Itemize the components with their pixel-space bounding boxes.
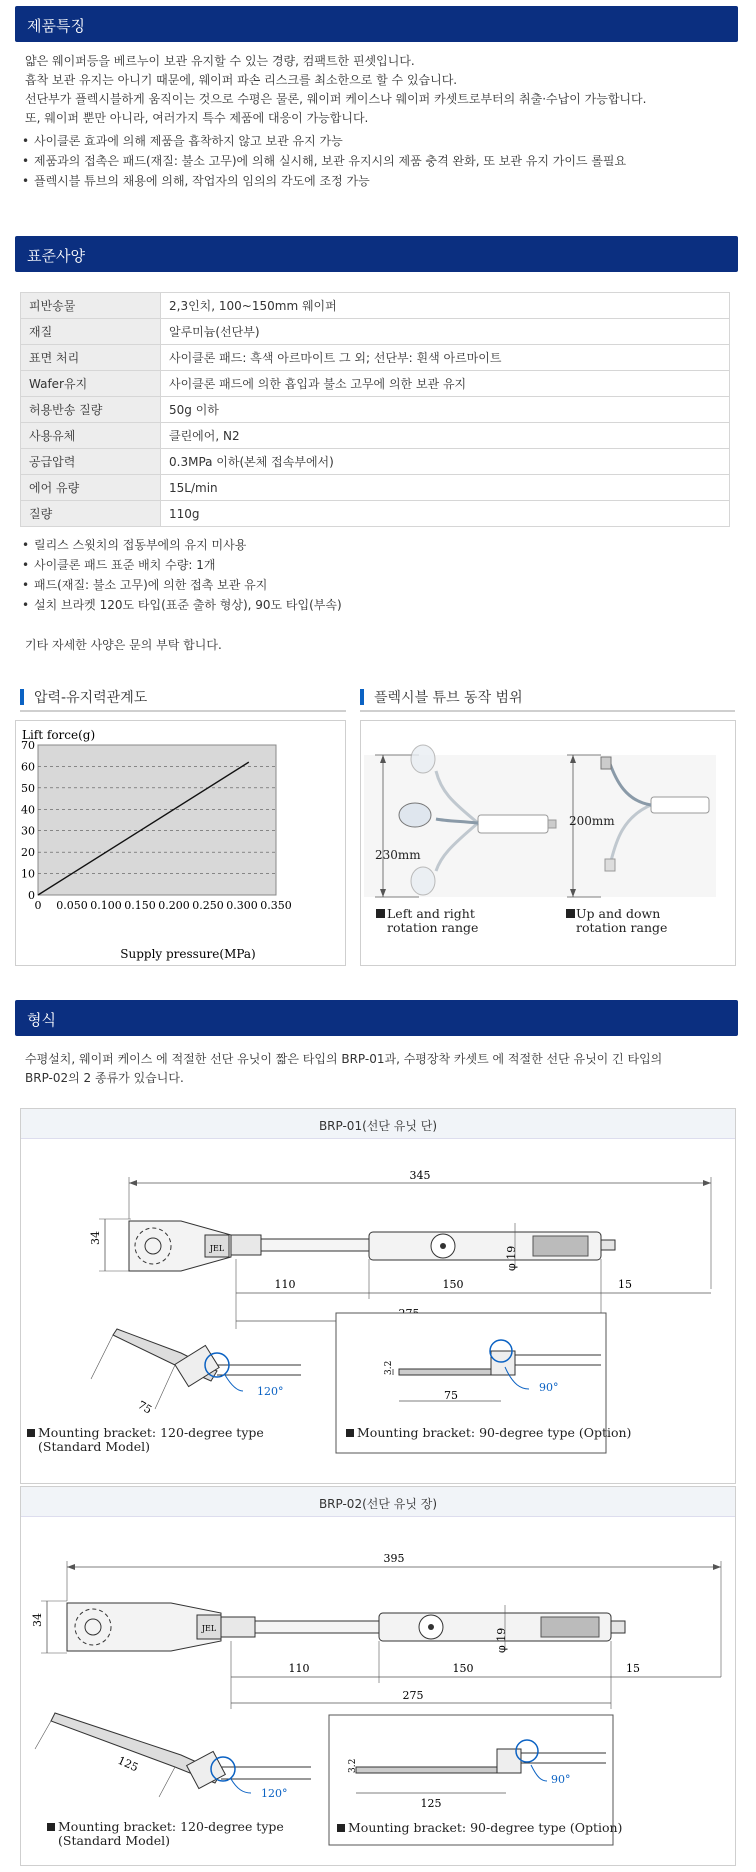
bracket-joint <box>175 1345 219 1386</box>
caption-square <box>337 1824 345 1832</box>
list-item: • 패드(재질: 불소 고무)에 의한 접촉 보관 유지 <box>22 575 732 595</box>
grip-knurl <box>533 1236 588 1256</box>
joint-block <box>221 1617 255 1637</box>
cap120-line2: (Standard Model) <box>58 1833 170 1848</box>
wafer-pad-ghost <box>605 859 615 871</box>
spec-key: 질량 <box>21 501 161 527</box>
spec-footer: 기타 자세한 사양은 문의 부탁 합니다. <box>25 638 222 652</box>
y-tick-label: 50 <box>21 781 35 795</box>
table-row <box>21 449 730 475</box>
y-tick-label: 60 <box>21 760 35 774</box>
tweezer-body <box>478 815 548 833</box>
features-header <box>15 6 738 42</box>
dim-height: 34 <box>31 1613 44 1627</box>
angle-90-label: 90° <box>551 1773 571 1786</box>
dim-line <box>155 1365 175 1409</box>
cap120-line1: Mounting bracket: 120-degree type <box>38 1425 264 1440</box>
table-row <box>21 293 730 319</box>
dim-diameter: φ 19 <box>505 1245 518 1271</box>
features-line: 선단부가 플렉시블하게 움직이는 것으로 수평은 물론, 웨이퍼 케이스나 웨이퍼 카셋트로부터의 취출·수납이 가능합니다. <box>25 92 647 106</box>
spec-table <box>20 292 730 527</box>
bracket-joint <box>497 1749 521 1773</box>
angle-leader <box>225 1375 243 1391</box>
spec-notes <box>22 535 732 615</box>
caption-square <box>47 1823 55 1831</box>
bracket-90 <box>399 1369 501 1375</box>
dim-b: 150 <box>442 1278 464 1291</box>
dim-a: 110 <box>274 1278 296 1291</box>
dim-height: 34 <box>89 1231 102 1245</box>
model-title: 형식 <box>27 1011 56 1029</box>
spec-key: 사용유체 <box>21 423 161 449</box>
dim-line <box>35 1721 51 1749</box>
y-tick-label: 10 <box>21 867 35 881</box>
brp01-drawing <box>21 1139 737 1485</box>
spec-value: 사이클론 패드에 의한 흡입과 불소 고무에 의한 보관 유지 <box>161 371 730 397</box>
list-item: • 사이클론 효과에 의해 제품을 흡착하지 않고 보관 유지 가능 <box>22 131 732 151</box>
tweezer-rod <box>255 1621 379 1633</box>
left-dim-label: 230mm <box>375 848 421 862</box>
dim-bracket-len2: 125 <box>420 1797 442 1810</box>
pressure-lift-chart <box>16 721 347 967</box>
arrow-icon <box>129 1180 137 1186</box>
dim-line <box>159 1767 175 1797</box>
wafer-pad <box>601 757 611 769</box>
x-tick-label: 0.300 <box>226 899 258 912</box>
dim-c: 15 <box>618 1278 632 1291</box>
dim-thickness: 3.2 <box>348 1758 358 1773</box>
list-item: • 제품과의 접촉은 패드(재질: 불소 고무)에 의해 실시해, 보관 유지시의 제품 충격 완화, 또 보관 유지 가이드 롤필요 <box>22 151 732 171</box>
wafer-pad-ghost <box>411 745 435 773</box>
dim-bracket-len: 75 <box>135 1398 155 1417</box>
x-tick-label: 0.250 <box>192 899 224 912</box>
angle-90-label: 90° <box>539 1381 559 1394</box>
left-caption-line1: Left and right <box>387 906 475 921</box>
caption-square <box>346 1429 354 1437</box>
wafer-pad-ghost <box>411 867 435 895</box>
spec-key: 에어 유량 <box>21 475 161 501</box>
y-tick-label: 20 <box>21 846 35 860</box>
table-row <box>21 423 730 449</box>
model-header <box>15 1000 738 1036</box>
features-line: 또, 웨이퍼 뿐만 아니라, 여러가지 특수 제품에 대응이 가능합니다. <box>25 111 369 125</box>
arrow-icon <box>713 1564 721 1570</box>
dim-c: 15 <box>626 1662 640 1675</box>
table-row <box>21 319 730 345</box>
features-paragraph <box>25 52 735 128</box>
dim-b: 150 <box>452 1662 474 1675</box>
dim-total: 345 <box>409 1169 431 1182</box>
grip-knurl <box>541 1617 599 1637</box>
brp02-drawing <box>21 1517 737 1867</box>
table-row <box>21 475 730 501</box>
specs-title: 표준사양 <box>27 247 85 265</box>
tweezer-body <box>651 797 709 813</box>
list-item: • 플렉시블 튜브의 채용에 의해, 작업자의 임의의 각도에 조정 가능 <box>22 171 732 191</box>
right-caption-line1: Up and down <box>576 906 661 921</box>
caption-square <box>27 1429 35 1437</box>
table-row <box>21 371 730 397</box>
list-item: • 사이클론 패드 표준 배치 수량: 1개 <box>22 555 732 575</box>
features-line: 얇은 웨이퍼등을 베르누이 보관 유지할 수 있는 경량, 컴팩트한 핀셋입니다. <box>25 54 415 68</box>
dim-d: 275 <box>402 1689 424 1702</box>
dim-total: 395 <box>383 1552 405 1565</box>
x-axis-label: Supply pressure(MPa) <box>120 947 256 961</box>
spec-key: Wafer유지 <box>21 371 161 397</box>
specs-header <box>15 236 738 272</box>
right-caption-line2: rotation range <box>576 920 668 935</box>
features-title: 제품특징 <box>27 17 85 35</box>
cap120-line2: (Standard Model) <box>38 1439 150 1454</box>
arrow-icon <box>703 1180 711 1186</box>
right-dim-label: 200mm <box>569 814 615 828</box>
features-bullets <box>22 131 732 191</box>
spec-key: 재질 <box>21 319 161 345</box>
angle-120-label: 120° <box>257 1385 284 1398</box>
tweezer-end <box>548 820 556 828</box>
angle-leader <box>231 1779 251 1793</box>
x-tick-label: 0.150 <box>124 899 156 912</box>
dim-diameter: φ 19 <box>495 1627 508 1653</box>
dim-bracket-len: 125 <box>115 1753 141 1775</box>
brp02-figure <box>20 1486 736 1866</box>
spec-value: 50g 이하 <box>161 397 730 423</box>
spec-key: 피반송물 <box>21 293 161 319</box>
y-tick-label: 0 <box>28 889 35 902</box>
release-switch-dot <box>428 1624 434 1630</box>
left-caption-line2: rotation range <box>387 920 479 935</box>
wafer-pad <box>399 803 431 827</box>
chart-section-title: 압력-유지력관계도 <box>20 687 147 707</box>
x-tick-label: 0.350 <box>260 899 292 912</box>
flex-section-title: 플렉시블 튜브 동작 범위 <box>360 687 523 707</box>
cap120-line1: Mounting bracket: 120-degree type <box>58 1819 284 1834</box>
x-tick-label: 0 <box>34 899 42 912</box>
model-desc-line: 수평설치, 웨이퍼 케이스 에 적절한 선단 유닛이 짧은 타입의 BRP-01과, 수평장착 카셋트 에 적절한 선단 유닛이 긴 타입의 <box>25 1052 663 1066</box>
spec-value: 110g <box>161 501 730 527</box>
caption-square <box>376 909 385 918</box>
x-tick-label: 0.200 <box>158 899 190 912</box>
dim-a: 110 <box>288 1662 310 1675</box>
y-axis-label: Lift force(g) <box>22 728 96 742</box>
features-line: 흡착 보관 유지는 아니기 때문에, 웨이퍼 파손 리스크를 최소한으로 할 수 있습니다. <box>25 73 458 87</box>
jel-logo: JEL <box>201 1624 217 1633</box>
list-item: • 릴리스 스윗치의 접동부에의 유지 미사용 <box>22 535 732 555</box>
chart-panel <box>15 720 346 966</box>
spec-value: 사이클론 패드: 흑색 아르마이트 그 외; 선단부: 흰색 아르마이트 <box>161 345 730 371</box>
divider <box>20 710 346 712</box>
arrow-icon <box>67 1564 75 1570</box>
dim-line <box>91 1335 113 1379</box>
model-description <box>25 1050 735 1088</box>
spec-key: 표면 처리 <box>21 345 161 371</box>
table-row <box>21 345 730 371</box>
y-tick-label: 30 <box>21 824 35 838</box>
jel-logo: JEL <box>209 1244 225 1253</box>
spec-key: 허용반송 질량 <box>21 397 161 423</box>
brp01-title: BRP-01(선단 유닛 단) <box>318 1119 438 1133</box>
cap90: Mounting bracket: 90-degree type (Option) <box>357 1425 632 1440</box>
air-port <box>611 1621 625 1633</box>
cap90: Mounting bracket: 90-degree type (Option) <box>348 1820 623 1835</box>
divider <box>360 710 735 712</box>
caption-square <box>566 909 575 918</box>
brp01-figure <box>20 1108 736 1484</box>
table-row <box>21 397 730 423</box>
spec-value: 0.3MPa 이하(본체 접속부에서) <box>161 449 730 475</box>
brp02-title: BRP-02(선단 유닛 장) <box>318 1497 438 1511</box>
bracket-90 <box>356 1767 506 1773</box>
y-tick-label: 70 <box>21 739 35 752</box>
angle-120-label: 120° <box>261 1787 288 1800</box>
model-desc-line: BRP-02의 2 종류가 있습니다. <box>25 1071 184 1085</box>
spec-value: 클린에어, N2 <box>161 423 730 449</box>
spec-value: 알루미늄(선단부) <box>161 319 730 345</box>
spec-value: 15L/min <box>161 475 730 501</box>
flex-panel <box>360 720 736 966</box>
spec-key: 공급압력 <box>21 449 161 475</box>
x-tick-label: 0.050 <box>56 899 88 912</box>
list-item: • 설치 브라켓 120도 타입(표준 출하 형상), 90도 타입(부속) <box>22 595 732 615</box>
x-tick-label: 0.100 <box>90 899 122 912</box>
spec-value: 2,3인치, 100~150mm 웨이퍼 <box>161 293 730 319</box>
flex-range-diagram <box>361 721 737 967</box>
y-tick-label: 40 <box>21 803 35 817</box>
dim-bracket-len2: 75 <box>444 1389 458 1402</box>
tweezer-rod <box>261 1239 369 1251</box>
dim-thickness: 3.2 <box>384 1360 394 1375</box>
joint-block <box>231 1235 261 1255</box>
air-port <box>601 1240 615 1250</box>
release-switch-dot <box>440 1243 446 1249</box>
table-row <box>21 501 730 527</box>
